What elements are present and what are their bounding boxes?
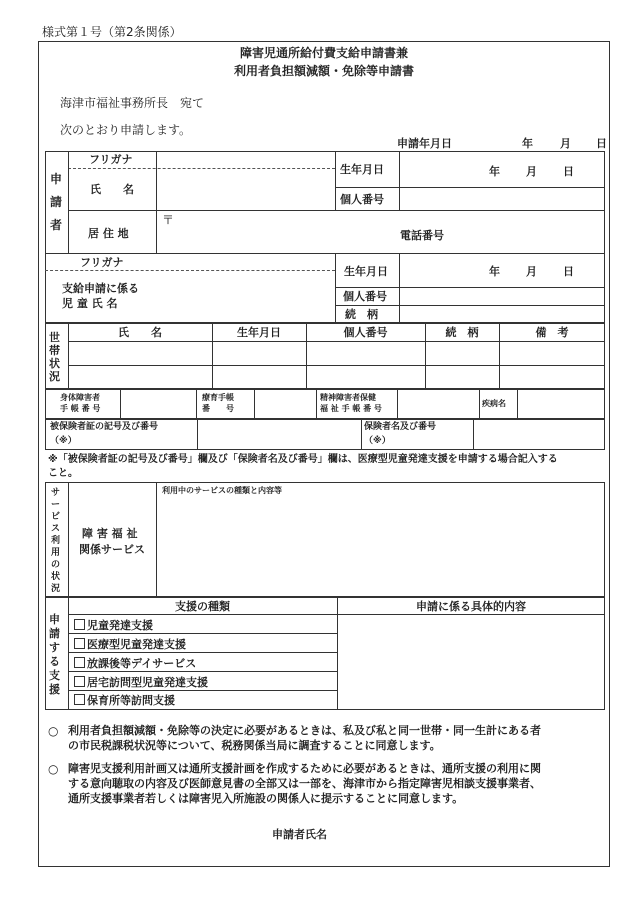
ryoiku-handbook-label-line1: 療育手帳 [202, 393, 234, 402]
consent2-line3: 通所支援事業者若しくは障害児入所施設の関係人に提示することに同意します。 [68, 792, 464, 805]
applicant-furigana-label: フリガナ [89, 153, 133, 166]
insured-card-label-line2: （※） [50, 436, 77, 446]
consent1-line2: の市民税課税状況等について、税務関係当局に調査することに同意します。 [68, 739, 441, 752]
support-side-label-3: す [49, 641, 60, 654]
household-side-label-1: 世 [49, 331, 60, 344]
child-personal-number-label: 個人番号 [343, 290, 387, 303]
consent2-mark: ○ [48, 762, 59, 776]
applicant-side-label-3: 者 [50, 218, 63, 232]
household-header-relationship: 続 柄 [445, 326, 479, 339]
application-date-label: 申請年月日 [397, 137, 452, 150]
checkbox-icon [74, 638, 85, 649]
support-side-label-4: る [49, 655, 60, 668]
household-header-remarks: 備 考 [535, 326, 569, 339]
service-side-label-9: 況 [51, 584, 61, 594]
support-detail-header: 申請に係る具体的内容 [416, 600, 526, 613]
child-birthdate-label: 生年月日 [344, 265, 388, 278]
service-side-label-3: ビ [51, 512, 61, 522]
support-option-child-development[interactable]: 児童発達支援 [74, 619, 153, 631]
applicant-birthdate-label: 生年月日 [340, 163, 384, 176]
support-side-label-5: 支 [49, 669, 60, 682]
addressee: 海津市福祉事務所長 宛て [60, 96, 205, 110]
service-content-header: 利用中のサービスの種類と内容等 [162, 486, 282, 495]
consent1-line1: 利用者負担額減額・免除等の決定に必要があるときは、私及び私と同一世帯・同一生計にある者 [68, 724, 541, 737]
service-side-label-4: ス [51, 524, 61, 534]
application-date-year: 年 [522, 137, 533, 150]
applicant-phone-label: 電話番号 [400, 229, 444, 242]
insured-card-label-line1: 被保険者証の記号及び番号 [50, 422, 159, 432]
postal-mark: 〒 [162, 213, 175, 227]
household-side-label-2: 帯 [49, 344, 60, 357]
service-side-label-8: 状 [51, 572, 61, 582]
service-side-label-7: の [51, 560, 61, 570]
ryoiku-handbook-label-line2: 番 号 [202, 404, 234, 413]
note-line1: ※「被保険者証の記号及び番号」欄及び「保険者名及び番号」欄は、医療型児童発達支援を申請する場合記入する [48, 454, 558, 465]
form-number: 様式第１号（第2条関係） [42, 25, 182, 39]
support-option-nursery-visit-support[interactable]: 保育所等訪問支援 [74, 694, 175, 706]
applicant-name-label: 氏 名 [90, 183, 134, 196]
household-header-name: 氏 名 [118, 326, 162, 339]
applicant-address-label: 居 住 地 [88, 227, 129, 240]
child-birth-day: 日 [563, 265, 574, 278]
child-birth-year: 年 [489, 265, 500, 278]
applicant-birth-month: 月 [526, 165, 537, 178]
support-option-home-visit-child-development[interactable]: 居宅訪問型児童発達支援 [74, 676, 208, 688]
support-type-header: 支援の種類 [175, 600, 230, 613]
mental-handbook-label-line1: 精神障害者保健 [320, 393, 376, 402]
child-birth-month: 月 [526, 265, 537, 278]
household-side-label-4: 況 [49, 370, 60, 383]
household-header-personal-number: 個人番号 [343, 326, 388, 339]
applicant-side-label-1: 申 [50, 172, 63, 186]
service-category-line1: 障 害 福 祉 [82, 527, 138, 540]
request-text: 次のとおり申請します。 [60, 123, 192, 137]
application-date-day: 日 [596, 137, 607, 150]
service-side-label-2: ー [51, 500, 61, 510]
service-side-label-5: 利 [51, 536, 61, 546]
signature-label: 申請者氏名 [272, 828, 327, 841]
service-side-label-1: サ [51, 488, 61, 498]
support-side-label-1: 申 [49, 613, 60, 626]
disease-label: 疾病名 [482, 399, 506, 408]
applicant-personal-number-label: 個人番号 [340, 193, 384, 206]
application-date-month: 月 [560, 137, 571, 150]
consent1-mark: ○ [48, 724, 59, 738]
child-label-line2: 児 童 氏 名 [62, 297, 118, 310]
household-side-label-3: 状 [49, 357, 60, 370]
household-header-birthdate: 生年月日 [237, 326, 281, 339]
mental-handbook-label-line2: 福 祉 手 帳 番 号 [320, 404, 382, 413]
service-category-line2: 関係サービス [79, 543, 145, 556]
checkbox-icon [74, 694, 85, 705]
applicant-birth-year: 年 [489, 165, 500, 178]
applicant-birth-day: 日 [563, 165, 574, 178]
insurer-label-line2: （※） [364, 436, 391, 446]
applicant-table [45, 151, 605, 323]
checkbox-icon [74, 676, 85, 687]
applicant-side-label-2: 請 [50, 195, 63, 209]
form-title-line2: 利用者負担額減額・免除等申請書 [233, 64, 414, 78]
consent2-line2: する意向聴取の内容及び医師意見書の全部又は一部を、海津市から指定障害児相談支援事業者、 [68, 777, 541, 790]
checkbox-icon [74, 619, 85, 630]
support-side-label-6: 援 [49, 683, 60, 696]
support-side-label-2: 請 [49, 627, 60, 640]
child-label-line1: 支給申請に係る [62, 282, 139, 295]
service-side-label-6: 用 [51, 548, 61, 558]
child-furigana-label: フリガナ [80, 256, 124, 269]
consent2-line1: 障害児支援利用計画又は通所支援計画を作成するために必要があるときは、通所支援の利用に関 [68, 762, 541, 775]
physical-handbook-label-line1: 身体障害者 [60, 393, 100, 402]
support-option-after-school-day-service[interactable]: 放課後等デイサービス [74, 657, 196, 669]
note-line2: こと。 [48, 468, 78, 479]
checkbox-icon [74, 657, 85, 668]
physical-handbook-label-line2: 手 帳 番 号 [60, 404, 101, 413]
insurer-label-line1: 保険者名及び番号 [364, 422, 437, 432]
support-option-medical-child-development[interactable]: 医療型児童発達支援 [74, 638, 186, 650]
form-title-line1: 障害児通所給付費支給申請書兼 [239, 46, 408, 60]
child-relationship-label: 続 柄 [345, 308, 378, 321]
